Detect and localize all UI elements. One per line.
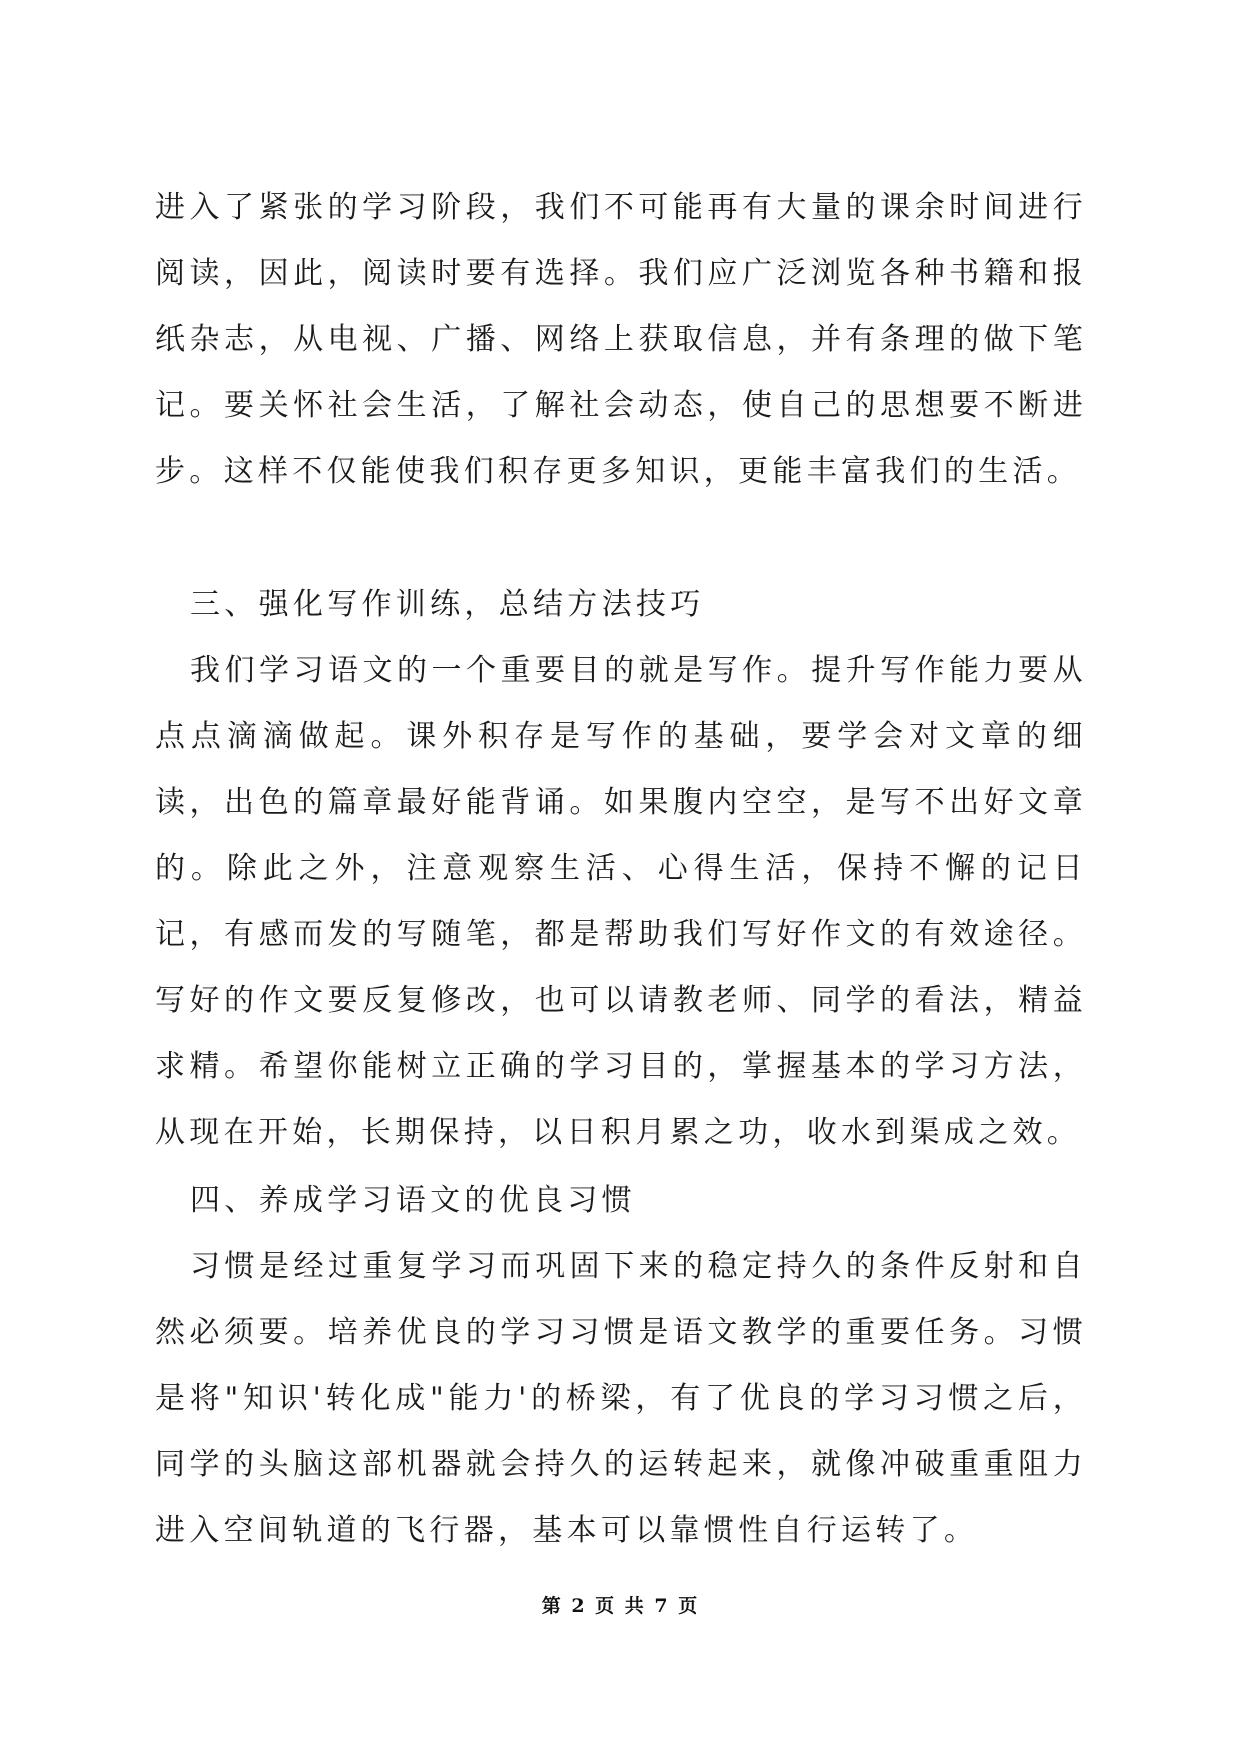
body-paragraph: 习惯是经过重复学习而巩固下来的稳定持久的条件反射和自然必须要。培养优良的学习习惯是语文教学的重要任务。习惯是将"知识'转化成"能力'的桥梁，有了优良的学习习惯之后，同学的头脑这部机器就会持久的运转起来，就像冲破重重阻力进入空间轨道的飞行器，基本可以靠惯性自行运转了。 — [155, 1249, 1087, 1548]
section-heading: 四、养成学习语文的优良习惯 — [190, 1183, 636, 1218]
section-heading: 三、强化写作训练，总结方法技巧 — [190, 587, 705, 622]
body-paragraph: 进入了紧张的学习阶段，我们不可能再有大量的课余时间进行阅读，因此，阅读时要有选择。我们应广泛浏览各种书籍和报纸杂志，从电视、广播、网络上获取信息，并有条理的做下笔记。要关怀社会生活，了解社会动态，使自己的思想要不断进步。这样不仅能使我们积存更多知识，更能丰富我们的生活。 — [155, 190, 1087, 489]
page-number-footer: 第 2 页 共 7 页 — [541, 1595, 700, 1617]
body-paragraph: 我们学习语文的一个重要目的就是写作。提升写作能力要从点点滴滴做起。课外积存是写作的基础，要学会对文章的细读，出色的篇章最好能背诵。如果腹内空空，是写不出好文章的。除此之外，注意观察生活、心得生活，保持不懈的记日记，有感而发的写随笔，都是帮助我们写好作文的有效途径。写好的作文要反复修改，也可以请教老师、同学的看法，精益求精。希望你能树立正确的学习目的，掌握基本的学习方法，从现在开始，长期保持，以日积月累之功，收水到渠成之效。 — [155, 653, 1087, 1150]
